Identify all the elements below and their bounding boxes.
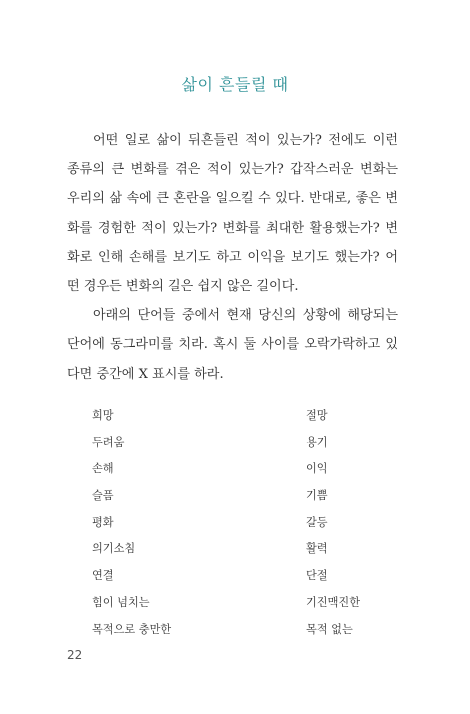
word-pair-row (92, 430, 392, 457)
word-right[interactable]: 갈등 (306, 515, 328, 529)
word-right[interactable]: 절망 (306, 409, 328, 422)
section-title: 삶이 흔들릴 때 (181, 75, 289, 94)
word-right[interactable]: 기쁨 (306, 489, 328, 503)
word-pair-row (92, 536, 392, 563)
word-right[interactable]: 단절 (306, 569, 328, 583)
word-right[interactable]: 목적 없는 (306, 622, 353, 636)
word-left[interactable]: 목적으로 충만한 (92, 622, 172, 636)
word-left[interactable]: 힘이 넘치는 (92, 595, 150, 609)
word-left[interactable]: 평화 (92, 515, 114, 529)
body-text (67, 126, 398, 389)
paragraph: 어떤 일로 삶이 뒤흔들린 적이 있는가? 전에도 이런 종류의 큰 변화를 겪은 적이 있는가? 갑작스러운 변화는 우리의 삶 속에 큰 혼란을 일으킬 수 있다. 반대로, 좋은 변화를 경험한 적이 있는가? 변화를 최대한 활용했는가? 변화로 인해 손해를 보기도 하고 이익을 보기도 했는가? 어떤 경우든 변화의 길은 쉽지 않은 길이다. (67, 133, 398, 295)
word-left[interactable]: 슬픔 (92, 489, 114, 503)
word-left[interactable]: 의기소침 (92, 542, 136, 556)
word-left[interactable]: 두려움 (92, 435, 125, 449)
word-right[interactable]: 용기 (306, 435, 328, 449)
word-pair-list (92, 403, 392, 643)
word-pair-row (92, 563, 392, 590)
word-right[interactable]: 기진맥진한 (306, 595, 361, 609)
word-pair-row (92, 590, 392, 617)
page-number: 22 (67, 648, 83, 662)
word-right[interactable]: 활력 (306, 542, 328, 556)
word-pair-row (92, 403, 392, 430)
word-left[interactable]: 손해 (92, 462, 114, 476)
word-pair-row (92, 617, 392, 644)
word-right[interactable]: 이익 (306, 462, 328, 476)
word-pair-row (92, 510, 392, 537)
word-pair-row (92, 456, 392, 483)
word-left[interactable]: 희망 (92, 409, 114, 422)
word-left[interactable]: 연결 (92, 569, 114, 583)
word-pair-row (92, 483, 392, 510)
paragraph: 아래의 단어들 중에서 현재 당신의 상황에 해당되는 단어에 동그라미를 치라. 혹시 둘 사이를 오락가락하고 있다면 중간에 X 표시를 하라. (67, 308, 398, 382)
